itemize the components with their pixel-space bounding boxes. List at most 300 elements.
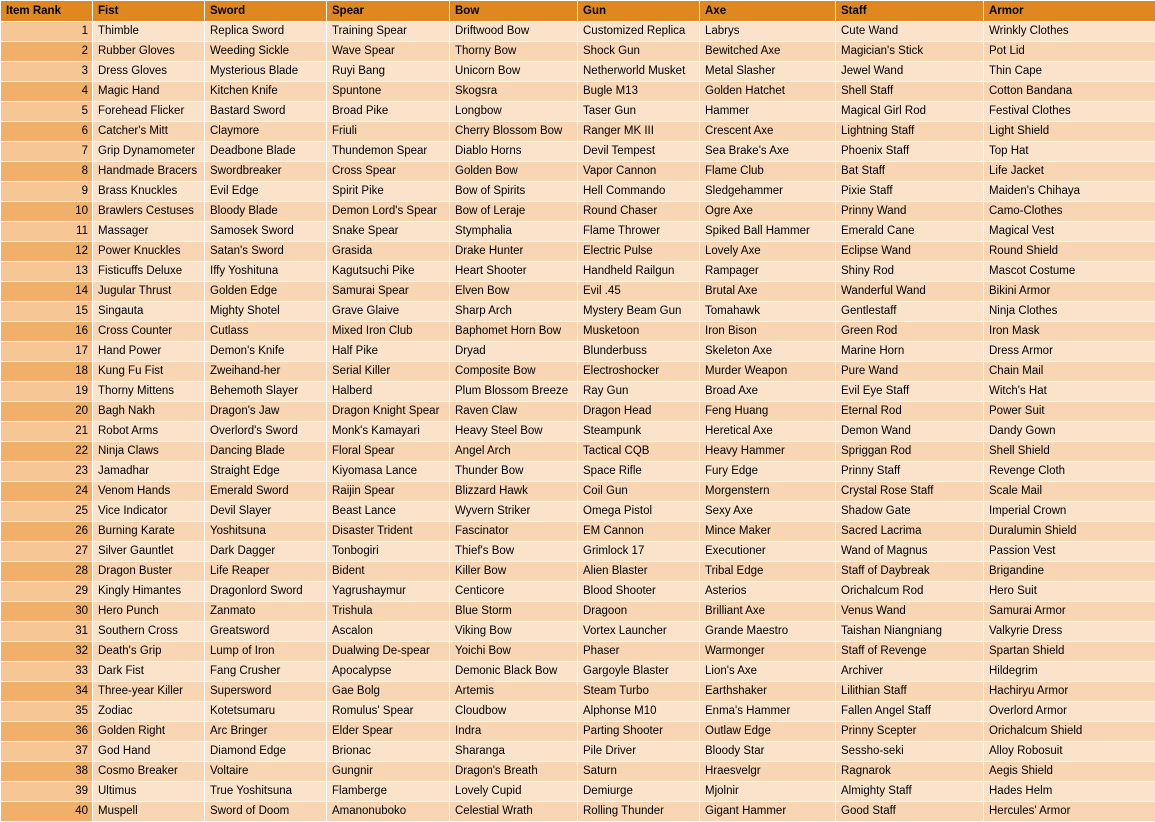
rank-cell: 15 (1, 302, 93, 322)
item-cell: Top Hat (984, 142, 1155, 162)
rank-cell: 35 (1, 702, 93, 722)
item-cell: Sexy Axe (700, 502, 836, 522)
item-cell: Catcher's Mitt (93, 122, 205, 142)
item-cell: Rampager (700, 262, 836, 282)
item-cell: Training Spear (327, 22, 450, 42)
item-cell: Green Rod (836, 322, 984, 342)
item-cell: Gae Bolg (327, 682, 450, 702)
column-header-spear: Spear (327, 1, 450, 22)
rank-cell: 17 (1, 342, 93, 362)
item-cell: Broad Axe (700, 382, 836, 402)
item-cell: Mascot Costume (984, 262, 1155, 282)
table-row (1, 382, 1155, 402)
rank-cell: 30 (1, 602, 93, 622)
item-cell: Venom Hands (93, 482, 205, 502)
item-cell: Netherworld Musket (578, 62, 700, 82)
item-cell: Hell Commando (578, 182, 700, 202)
item-cell: Tonbogiri (327, 542, 450, 562)
rank-cell: 1 (1, 22, 93, 42)
item-cell: EM Cannon (578, 522, 700, 542)
item-cell: Pixie Staff (836, 182, 984, 202)
item-cell: Samurai Armor (984, 602, 1155, 622)
column-header-axe: Axe (700, 1, 836, 22)
rank-cell: 36 (1, 722, 93, 742)
item-cell: Thin Cape (984, 62, 1155, 82)
item-cell: Light Shield (984, 122, 1155, 142)
item-cell: Mixed Iron Club (327, 322, 450, 342)
item-cell: Dragon's Breath (450, 762, 578, 782)
item-cell: Shock Gun (578, 42, 700, 62)
table-row (1, 282, 1155, 302)
item-cell: Gargoyle Blaster (578, 662, 700, 682)
item-cell: Hraesvelgr (700, 762, 836, 782)
item-cell: Dragoon (578, 602, 700, 622)
rank-cell: 25 (1, 502, 93, 522)
rank-cell: 22 (1, 442, 93, 462)
item-cell: Snake Spear (327, 222, 450, 242)
item-cell: Jamadhar (93, 462, 205, 482)
item-cell: Life Reaper (205, 562, 327, 582)
item-cell: Sacred Lacrima (836, 522, 984, 542)
rank-cell: 40 (1, 802, 93, 822)
rank-cell: 12 (1, 242, 93, 262)
rank-cell: 16 (1, 322, 93, 342)
item-cell: Indra (450, 722, 578, 742)
item-cell: Demiurge (578, 782, 700, 802)
item-cell: Golden Edge (205, 282, 327, 302)
item-cell: Mince Maker (700, 522, 836, 542)
item-cell: Fallen Angel Staff (836, 702, 984, 722)
item-cell: Almighty Staff (836, 782, 984, 802)
rank-cell: 39 (1, 782, 93, 802)
item-cell: Artemis (450, 682, 578, 702)
table-row (1, 82, 1155, 102)
item-cell: Warmonger (700, 642, 836, 662)
item-cell: Archiver (836, 662, 984, 682)
table-row (1, 322, 1155, 342)
item-cell: Crescent Axe (700, 122, 836, 142)
item-cell: Diamond Edge (205, 742, 327, 762)
item-cell: Murder Weapon (700, 362, 836, 382)
item-cell: Brass Knuckles (93, 182, 205, 202)
item-cell: Executioner (700, 542, 836, 562)
item-cell: Chain Mail (984, 362, 1155, 382)
item-cell: Kitchen Knife (205, 82, 327, 102)
table-row (1, 422, 1155, 442)
table-row (1, 582, 1155, 602)
item-cell: Elder Spear (327, 722, 450, 742)
item-cell: Thorny Mittens (93, 382, 205, 402)
item-cell: Customized Replica (578, 22, 700, 42)
item-cell: Ogre Axe (700, 202, 836, 222)
rank-cell: 26 (1, 522, 93, 542)
item-cell: Taishan Niangniang (836, 622, 984, 642)
item-cell: Thundemon Spear (327, 142, 450, 162)
item-cell: Blood Shooter (578, 582, 700, 602)
item-cell: Floral Spear (327, 442, 450, 462)
item-cell: Sessho-seki (836, 742, 984, 762)
rank-cell: 11 (1, 222, 93, 242)
item-cell: Ultimus (93, 782, 205, 802)
table-row (1, 782, 1155, 802)
item-cell: Iffy Yoshituna (205, 262, 327, 282)
item-cell: Robot Arms (93, 422, 205, 442)
item-cell: Demonic Black Bow (450, 662, 578, 682)
rank-cell: 29 (1, 582, 93, 602)
item-cell: Evil Edge (205, 182, 327, 202)
item-cell: Skogsra (450, 82, 578, 102)
item-cell: Shell Shield (984, 442, 1155, 462)
item-cell: Ruyi Bang (327, 62, 450, 82)
item-cell: Replica Sword (205, 22, 327, 42)
item-cell: Cross Counter (93, 322, 205, 342)
item-cell: Heart Shooter (450, 262, 578, 282)
item-cell: Golden Hatchet (700, 82, 836, 102)
item-cell: Good Staff (836, 802, 984, 822)
table-row (1, 22, 1155, 42)
rank-cell: 31 (1, 622, 93, 642)
item-cell: Magical Vest (984, 222, 1155, 242)
item-cell: Dryad (450, 342, 578, 362)
item-cell: Shadow Gate (836, 502, 984, 522)
item-cell: Killer Bow (450, 562, 578, 582)
rank-cell: 37 (1, 742, 93, 762)
item-cell: Death's Grip (93, 642, 205, 662)
item-cell: Stymphalia (450, 222, 578, 242)
item-cell: Fisticuffs Deluxe (93, 262, 205, 282)
item-cell: True Yoshitsuna (205, 782, 327, 802)
table-row (1, 142, 1155, 162)
item-cell: Sword of Doom (205, 802, 327, 822)
table-row (1, 42, 1155, 62)
item-cell: Feng Huang (700, 402, 836, 422)
item-cell: Gentlestaff (836, 302, 984, 322)
item-cell: Mystery Beam Gun (578, 302, 700, 322)
item-cell: Zweihand-her (205, 362, 327, 382)
column-header-armor: Armor (984, 1, 1155, 22)
item-cell: Brilliant Axe (700, 602, 836, 622)
item-cell: Sledgehammer (700, 182, 836, 202)
item-cell: Apocalypse (327, 662, 450, 682)
item-cell: Flame Club (700, 162, 836, 182)
table-row (1, 442, 1155, 462)
item-cell: Muspell (93, 802, 205, 822)
item-cell: Eternal Rod (836, 402, 984, 422)
item-cell: Sea Brake's Axe (700, 142, 836, 162)
table-row (1, 502, 1155, 522)
rank-cell: 24 (1, 482, 93, 502)
item-cell: Pure Wand (836, 362, 984, 382)
item-cell: Vapor Cannon (578, 162, 700, 182)
item-cell: Bagh Nakh (93, 402, 205, 422)
item-cell: Southern Cross (93, 622, 205, 642)
item-cell: Phoenix Staff (836, 142, 984, 162)
item-cell: Hero Punch (93, 602, 205, 622)
item-cell: Duralumin Shield (984, 522, 1155, 542)
table-row (1, 542, 1155, 562)
rank-cell: 13 (1, 262, 93, 282)
item-cell: Prinny Scepter (836, 722, 984, 742)
table-row (1, 802, 1155, 822)
item-cell: Broad Pike (327, 102, 450, 122)
item-cell: Orichalcum Shield (984, 722, 1155, 742)
item-cell: Burning Karate (93, 522, 205, 542)
item-cell: Cosmo Breaker (93, 762, 205, 782)
item-cell: Wanderful Wand (836, 282, 984, 302)
item-cell: Imperial Crown (984, 502, 1155, 522)
item-cell: Morgenstern (700, 482, 836, 502)
item-cell: Lilithian Staff (836, 682, 984, 702)
item-cell: Swordbreaker (205, 162, 327, 182)
item-cell: Grip Dynamometer (93, 142, 205, 162)
column-header-sword: Sword (205, 1, 327, 22)
rank-cell: 33 (1, 662, 93, 682)
item-cell: Phaser (578, 642, 700, 662)
table-row (1, 402, 1155, 422)
item-cell: Alien Blaster (578, 562, 700, 582)
table-row (1, 562, 1155, 582)
item-cell: Demon Wand (836, 422, 984, 442)
item-cell: Space Rifle (578, 462, 700, 482)
item-cell: Taser Gun (578, 102, 700, 122)
item-cell: Disaster Trident (327, 522, 450, 542)
item-cell: Lion's Axe (700, 662, 836, 682)
item-cell: Magician's Stick (836, 42, 984, 62)
item-cell: Bewitched Axe (700, 42, 836, 62)
item-cell: Baphomet Horn Bow (450, 322, 578, 342)
item-cell: Scale Mail (984, 482, 1155, 502)
item-cell: Tribal Edge (700, 562, 836, 582)
table-body (1, 22, 1155, 822)
item-cell: Emerald Cane (836, 222, 984, 242)
item-cell: Bloody Star (700, 742, 836, 762)
item-cell: Elven Bow (450, 282, 578, 302)
item-cell: Grave Glaive (327, 302, 450, 322)
item-cell: Yoichi Bow (450, 642, 578, 662)
table-row (1, 302, 1155, 322)
item-cell: Cutlass (205, 322, 327, 342)
item-cell: Dragon's Jaw (205, 402, 327, 422)
item-cell: Pile Driver (578, 742, 700, 762)
item-cell: Brutal Axe (700, 282, 836, 302)
table-row (1, 522, 1155, 542)
item-cell: Spriggan Rod (836, 442, 984, 462)
rank-cell: 3 (1, 62, 93, 82)
item-cell: God Hand (93, 742, 205, 762)
item-cell: Arc Bringer (205, 722, 327, 742)
item-cell: Hercules' Armor (984, 802, 1155, 822)
table-row (1, 342, 1155, 362)
item-cell: Gungnir (327, 762, 450, 782)
column-header-item-rank: Item Rank (1, 1, 93, 22)
item-cell: Ranger MK III (578, 122, 700, 142)
column-header-fist: Fist (93, 1, 205, 22)
item-cell: Supersword (205, 682, 327, 702)
item-cell: Ragnarok (836, 762, 984, 782)
item-cell: Demon's Knife (205, 342, 327, 362)
item-cell: Wave Spear (327, 42, 450, 62)
item-cell: Wrinkly Clothes (984, 22, 1155, 42)
item-cell: Dragonlord Sword (205, 582, 327, 602)
item-cell: Tactical CQB (578, 442, 700, 462)
item-cell: Overlord Armor (984, 702, 1155, 722)
item-cell: Vortex Launcher (578, 622, 700, 642)
item-cell: Witch's Hat (984, 382, 1155, 402)
table-row (1, 182, 1155, 202)
item-cell: Heretical Axe (700, 422, 836, 442)
rank-cell: 18 (1, 362, 93, 382)
table-row (1, 242, 1155, 262)
table-row (1, 762, 1155, 782)
item-cell: Evil Eye Staff (836, 382, 984, 402)
item-cell: Sharp Arch (450, 302, 578, 322)
item-cell: Saturn (578, 762, 700, 782)
item-cell: Grimlock 17 (578, 542, 700, 562)
item-cell: Spartan Shield (984, 642, 1155, 662)
item-cell: Silver Gauntlet (93, 542, 205, 562)
table-row (1, 462, 1155, 482)
item-cell: Celestial Wrath (450, 802, 578, 822)
item-cell: Iron Bison (700, 322, 836, 342)
item-cell: Samurai Spear (327, 282, 450, 302)
item-cell: Amanonuboko (327, 802, 450, 822)
item-cell: Dark Dagger (205, 542, 327, 562)
item-cell: Ascalon (327, 622, 450, 642)
item-cell: Camo-Clothes (984, 202, 1155, 222)
item-cell: Bugle M13 (578, 82, 700, 102)
item-cell: Lump of Iron (205, 642, 327, 662)
column-header-gun: Gun (578, 1, 700, 22)
rank-cell: 4 (1, 82, 93, 102)
item-cell: Singauta (93, 302, 205, 322)
table-row (1, 642, 1155, 662)
item-cell: Kiyomasa Lance (327, 462, 450, 482)
item-cell: Cross Spear (327, 162, 450, 182)
item-cell: Metal Slasher (700, 62, 836, 82)
item-cell: Composite Bow (450, 362, 578, 382)
item-cell: Samosek Sword (205, 222, 327, 242)
item-cell: Hand Power (93, 342, 205, 362)
item-cell: Earthshaker (700, 682, 836, 702)
item-cell: Dragon Head (578, 402, 700, 422)
item-cell: Massager (93, 222, 205, 242)
item-cell: Cherry Blossom Bow (450, 122, 578, 142)
item-cell: Driftwood Bow (450, 22, 578, 42)
item-cell: Wand of Magnus (836, 542, 984, 562)
item-cell: Angel Arch (450, 442, 578, 462)
item-cell: Heavy Hammer (700, 442, 836, 462)
item-cell: Prinny Wand (836, 202, 984, 222)
item-cell: Sharanga (450, 742, 578, 762)
item-cell: Lovely Cupid (450, 782, 578, 802)
rank-cell: 8 (1, 162, 93, 182)
item-cell: Raven Claw (450, 402, 578, 422)
item-cell: Brionac (327, 742, 450, 762)
item-cell: Hero Suit (984, 582, 1155, 602)
item-cell: Steam Turbo (578, 682, 700, 702)
item-cell: Crystal Rose Staff (836, 482, 984, 502)
item-cell: Lovely Axe (700, 242, 836, 262)
item-cell: Jugular Thrust (93, 282, 205, 302)
item-cell: Blunderbuss (578, 342, 700, 362)
item-cell: Straight Edge (205, 462, 327, 482)
item-cell: Omega Pistol (578, 502, 700, 522)
table-row (1, 202, 1155, 222)
item-cell: Handheld Railgun (578, 262, 700, 282)
item-cell: Beast Lance (327, 502, 450, 522)
item-cell: Overlord's Sword (205, 422, 327, 442)
item-cell: Evil .45 (578, 282, 700, 302)
item-cell: Cute Wand (836, 22, 984, 42)
table-row (1, 622, 1155, 642)
item-cell: Fascinator (450, 522, 578, 542)
item-cell: Golden Right (93, 722, 205, 742)
item-cell: Steampunk (578, 422, 700, 442)
item-cell: Dancing Blade (205, 442, 327, 462)
item-cell: Cotton Bandana (984, 82, 1155, 102)
item-cell: Tomahawk (700, 302, 836, 322)
table-row (1, 602, 1155, 622)
rank-cell: 14 (1, 282, 93, 302)
item-cell: Forehead Flicker (93, 102, 205, 122)
item-cell: Dress Armor (984, 342, 1155, 362)
item-cell: Passion Vest (984, 542, 1155, 562)
rank-cell: 23 (1, 462, 93, 482)
item-cell: Rolling Thunder (578, 802, 700, 822)
item-cell: Brigandine (984, 562, 1155, 582)
table-row (1, 482, 1155, 502)
item-cell: Bastard Sword (205, 102, 327, 122)
item-cell: Monk's Kamayari (327, 422, 450, 442)
item-cell: Satan's Sword (205, 242, 327, 262)
item-cell: Thief's Bow (450, 542, 578, 562)
item-cell: Friuli (327, 122, 450, 142)
table-row (1, 722, 1155, 742)
item-cell: Eclipse Wand (836, 242, 984, 262)
item-cell: Labrys (700, 22, 836, 42)
item-cell: Serial Killer (327, 362, 450, 382)
item-cell: Grande Maestro (700, 622, 836, 642)
item-cell: Weeding Sickle (205, 42, 327, 62)
item-cell: Yoshitsuna (205, 522, 327, 542)
item-cell: Gigant Hammer (700, 802, 836, 822)
table-row (1, 682, 1155, 702)
item-cell: Dualwing De-spear (327, 642, 450, 662)
item-cell: Devil Tempest (578, 142, 700, 162)
item-cell: Centicore (450, 582, 578, 602)
rank-cell: 27 (1, 542, 93, 562)
rank-cell: 9 (1, 182, 93, 202)
item-cell: Spuntone (327, 82, 450, 102)
item-cell: Asterios (700, 582, 836, 602)
item-cell: Venus Wand (836, 602, 984, 622)
item-cell: Kingly Himantes (93, 582, 205, 602)
table-row (1, 162, 1155, 182)
item-cell: Skeleton Axe (700, 342, 836, 362)
item-cell: Grasida (327, 242, 450, 262)
item-cell: Blue Storm (450, 602, 578, 622)
item-cell: Magic Hand (93, 82, 205, 102)
item-cell: Dragon Knight Spear (327, 402, 450, 422)
item-cell: Mjolnir (700, 782, 836, 802)
item-cell: Life Jacket (984, 162, 1155, 182)
item-cell: Ray Gun (578, 382, 700, 402)
item-cell: Hades Helm (984, 782, 1155, 802)
item-cell: Golden Bow (450, 162, 578, 182)
item-cell: Kagutsuchi Pike (327, 262, 450, 282)
item-cell: Halberd (327, 382, 450, 402)
item-cell: Thunder Bow (450, 462, 578, 482)
